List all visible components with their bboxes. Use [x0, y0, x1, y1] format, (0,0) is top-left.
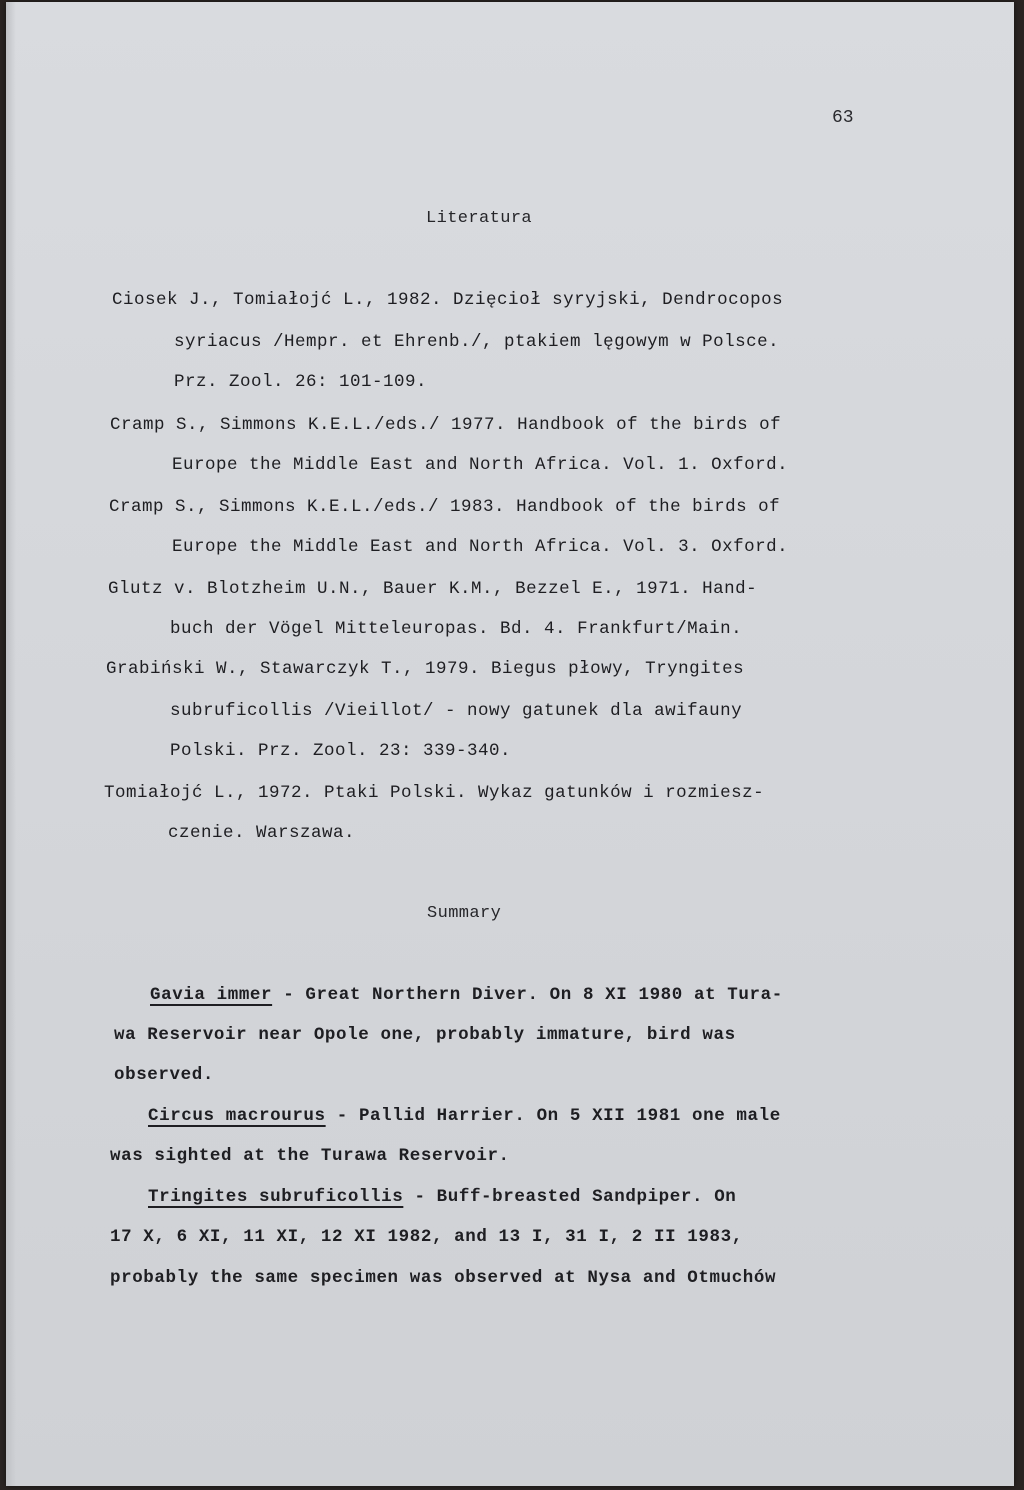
species-text: - Great Northern Diver. On 8 XI 1980 at Tura- — [272, 985, 783, 1005]
ref-1-line-3: Prz. Zool. 26: 101-109. — [174, 372, 428, 392]
ref-2-line-1: Cramp S., Simmons K.E.L./eds./ 1977. Handbook of the birds of — [110, 415, 782, 435]
species-name: Tringites subruficollis — [148, 1187, 404, 1207]
summary-p1-line-1 — [150, 984, 783, 1006]
page-number: 63 — [832, 108, 854, 128]
ref-1-line-1: Ciosek J., Tomiałojć L., 1982. Dzięcioł syryjski, Dendrocopos — [112, 290, 784, 310]
ref-1-line-2: syriacus /Hempr. et Ehrenb./, ptakiem lęgowym w Polsce. — [174, 332, 780, 352]
summary-heading: Summary — [427, 904, 502, 923]
summary-p3-line-1 — [148, 1186, 736, 1208]
ref-4-line-2: buch der Vögel Mitteleuropas. Bd. 4. Frankfurt/Main. — [170, 619, 743, 639]
species-name: Circus macrourus — [148, 1106, 326, 1126]
species-text: - Pallid Harrier. On 5 XII 1981 one male — [325, 1106, 781, 1126]
summary-p3-line-3: probably the same specimen was observed at Nysa and Otmuchów — [110, 1268, 777, 1288]
species-text: - Buff-breasted Sandpiper. On — [403, 1187, 737, 1207]
ref-5-line-1: Grabiński W., Stawarczyk T., 1979. Biegus płowy, Tryngites — [106, 659, 745, 679]
summary-p2-line-2: was sighted at the Turawa Reservoir. — [110, 1146, 510, 1166]
ref-2-line-2: Europe the Middle East and North Africa. Vol. 1. Oxford. — [172, 455, 789, 475]
ref-3-line-1: Cramp S., Simmons K.E.L./eds./ 1983. Handbook of the birds of — [109, 497, 781, 517]
summary-p2-line-1 — [148, 1105, 781, 1127]
ref-5-line-2: subruficollis /Vieillot/ - nowy gatunek dla awifauny — [170, 701, 743, 721]
species-name: Gavia immer — [150, 985, 273, 1005]
summary-p1-line-2: wa Reservoir near Opole one, probably immature, bird was — [114, 1025, 736, 1045]
ref-5-line-3: Polski. Prz. Zool. 23: 339-340. — [170, 741, 512, 761]
ref-3-line-2: Europe the Middle East and North Africa. Vol. 3. Oxford. — [172, 537, 789, 557]
page-edge-shadow — [6, 2, 16, 1486]
ref-6-line-1: Tomiałojć L., 1972. Ptaki Polski. Wykaz gatunków i rozmiesz- — [104, 783, 765, 803]
summary-p1-line-3: observed. — [114, 1065, 214, 1085]
document-page — [6, 2, 1014, 1486]
summary-p3-line-2: 17 X, 6 XI, 11 XI, 12 XI 1982, and 13 I, 31 I, 2 II 1983, — [110, 1227, 743, 1247]
literatura-heading: Literatura — [426, 209, 533, 228]
ref-6-line-2: czenie. Warszawa. — [168, 823, 356, 843]
ref-4-line-1: Glutz v. Blotzheim U.N., Bauer K.M., Bezzel E., 1971. Hand- — [108, 579, 758, 599]
